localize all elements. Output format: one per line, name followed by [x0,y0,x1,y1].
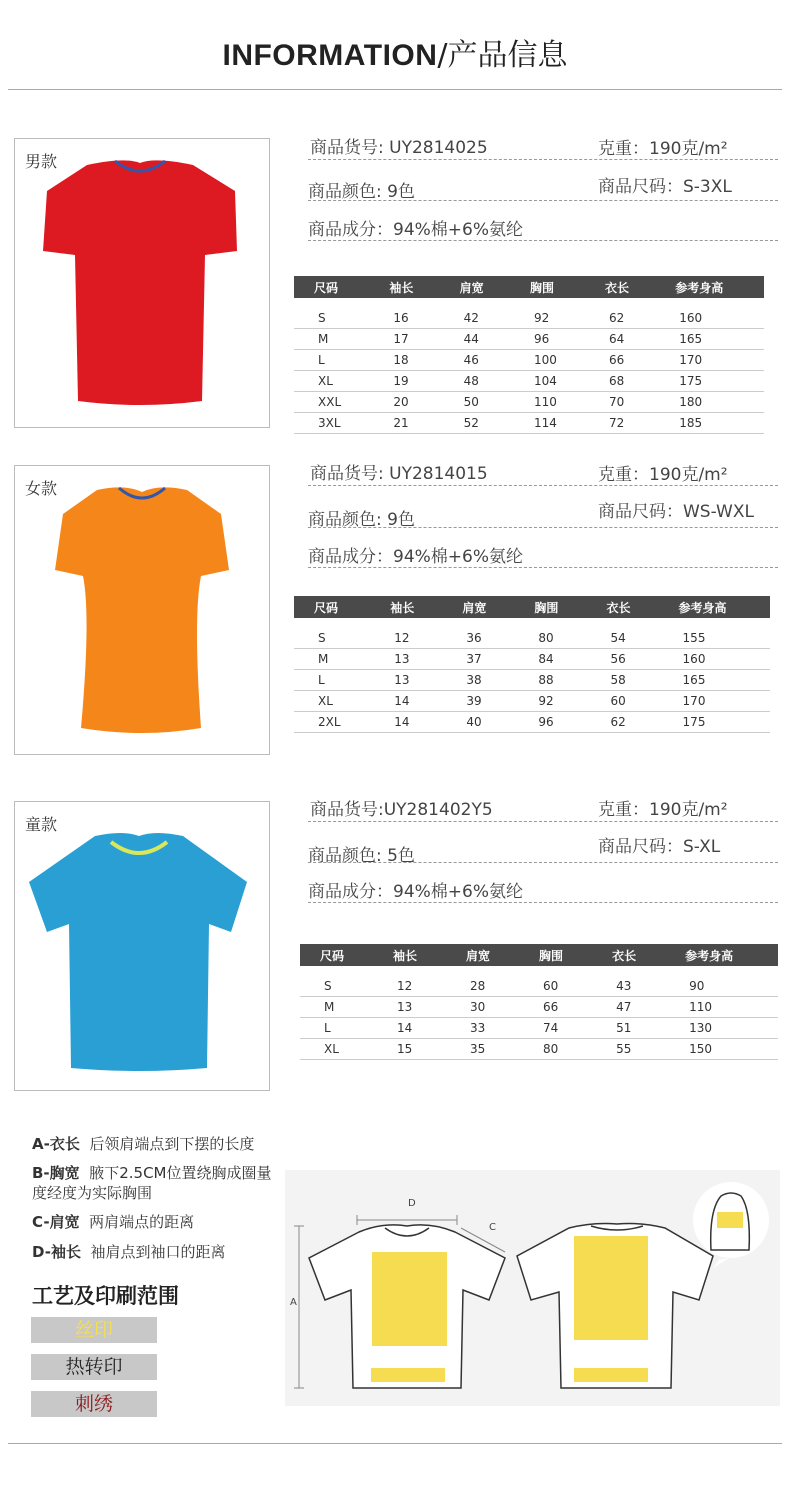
table-cell: 13 [370,649,442,670]
table-cell: 170 [655,350,764,371]
table-cell: 165 [655,329,764,350]
product-label-kids: 童款 [25,815,58,834]
table-cell: 19 [369,371,439,392]
tshirt-kids-icon [15,802,269,1090]
table-cell: 12 [373,976,446,997]
table-row [294,691,770,712]
table-header: 尺码 [294,596,370,618]
table-cell: XXL [294,392,369,413]
table-cell: M [294,649,370,670]
table-cell: 50 [440,392,510,413]
spec-divider [308,240,778,241]
table-row [294,413,764,434]
material: 商品成分：94%棉+6%氨纶 [308,547,523,567]
table-cell: 37 [442,649,514,670]
table-header: 衣长 [585,276,655,298]
table-cell: 92 [510,308,585,329]
svg-text:C: C [489,1222,496,1233]
table-cell: M [300,997,373,1018]
table-cell: 66 [519,997,592,1018]
spec-divider [308,527,778,528]
table-row [294,392,764,413]
craft-silkscreen: 丝印 [31,1317,157,1343]
table-cell: 18 [369,350,439,371]
size-range: 商品尺码：WS-WXL [598,502,754,522]
table-cell: 110 [665,997,778,1018]
table-cell: 170 [659,691,770,712]
table-header: 参考身高 [665,944,778,966]
tshirt-measure-icon [285,1170,780,1406]
table-cell: 2XL [294,712,370,733]
table-cell: 54 [586,628,658,649]
color-count: 商品颜色: 9色 [308,182,415,202]
table-row [294,350,764,371]
spec-divider [308,485,778,486]
table-cell: 62 [585,308,655,329]
table-cell: 60 [519,976,592,997]
table-cell: 47 [592,997,665,1018]
page-title [0,30,790,74]
definition-b: B-胸宽 腋下2.5CM位置绕胸成圈量度经度为实际胸围 [32,1164,272,1202]
title-cn: /产品信息 [437,38,568,73]
product-label-men: 男款 [25,152,58,171]
spec-divider [308,902,778,903]
table-cell: 90 [665,976,778,997]
table-cell: 33 [446,1018,519,1039]
table-cell: XL [294,691,370,712]
table-cell: 130 [665,1018,778,1039]
definition-d: D-袖长 袖肩点到袖口的距离 [32,1243,226,1261]
product-photo-kids [14,801,270,1091]
table-cell: 16 [369,308,439,329]
table-header-row [294,596,770,618]
table-header: 尺码 [294,276,369,298]
item-number: 商品货号:UY281402Y5 [310,800,493,820]
table-cell: 60 [586,691,658,712]
spec-divider [308,200,778,201]
table-cell: 3XL [294,413,369,434]
color-count: 商品颜色: 9色 [308,510,415,530]
table-cell: 51 [592,1018,665,1039]
table-cell: 72 [585,413,655,434]
table-cell: 21 [369,413,439,434]
table-cell: M [294,329,369,350]
table-cell: 55 [592,1039,665,1060]
table-cell: 155 [659,628,770,649]
footer-divider [8,1443,782,1444]
spec-divider [308,821,778,822]
size-table-men [294,276,764,434]
table-cell: 175 [659,712,770,733]
table-cell: 48 [440,371,510,392]
table-cell: 80 [514,628,586,649]
table-cell: 14 [373,1018,446,1039]
table-header-row [294,276,764,298]
spec-divider [308,159,778,160]
table-header: 胸围 [514,596,586,618]
table-cell: XL [300,1039,373,1060]
table-cell: 58 [586,670,658,691]
table-header: 衣长 [586,596,658,618]
size-table-women [294,596,770,733]
table-cell: 30 [446,997,519,1018]
size-range: 商品尺码：S-3XL [598,177,732,197]
table-cell: 160 [655,308,764,329]
table-cell: L [294,670,370,691]
table-cell: 56 [586,649,658,670]
table-cell: 20 [369,392,439,413]
table-cell: 70 [585,392,655,413]
table-cell: 40 [442,712,514,733]
definition-a: A-衣长 后领肩端点到下摆的长度 [32,1135,255,1153]
product-photo-men [14,138,270,428]
table-header: 袖长 [370,596,442,618]
table-cell: 62 [586,712,658,733]
material: 商品成分：94%棉+6%氨纶 [308,220,523,240]
table-row [294,628,770,649]
table-header: 胸围 [510,276,585,298]
size-table-kids [300,944,778,1060]
table-header: 参考身高 [659,596,770,618]
spec-divider [308,862,778,863]
table-header: 肩宽 [442,596,514,618]
craft-embroidery: 刺绣 [31,1391,157,1417]
table-cell: S [294,308,369,329]
color-count: 商品颜色: 5色 [308,846,415,866]
table-cell: 14 [370,712,442,733]
table-header: 肩宽 [440,276,510,298]
table-cell: S [294,628,370,649]
table-cell: 114 [510,413,585,434]
table-cell: 175 [655,371,764,392]
table-cell: L [294,350,369,371]
table-cell: 28 [446,976,519,997]
craft-heat-transfer: 热转印 [31,1354,157,1380]
weight: 克重：190克/m² [598,800,728,820]
svg-text:A: A [290,1297,297,1308]
table-row [294,670,770,691]
table-row [300,1039,778,1060]
tshirt-women-icon [15,466,269,754]
table-cell: 104 [510,371,585,392]
table-cell: 185 [655,413,764,434]
measurement-diagram [285,1170,780,1406]
table-cell: 96 [510,329,585,350]
table-cell: 96 [514,712,586,733]
table-cell: S [300,976,373,997]
table-header: 尺码 [300,944,373,966]
table-cell: 15 [373,1039,446,1060]
table-cell: 36 [442,628,514,649]
product-label-women: 女款 [25,479,58,498]
table-header: 衣长 [592,944,665,966]
table-row [294,308,764,329]
table-cell: 35 [446,1039,519,1060]
table-cell: 88 [514,670,586,691]
table-header: 参考身高 [655,276,764,298]
table-cell: 13 [370,670,442,691]
table-cell: 13 [373,997,446,1018]
table-cell: XL [294,371,369,392]
definition-c: C-肩宽 两肩端点的距离 [32,1213,195,1231]
material: 商品成分：94%棉+6%氨纶 [308,882,523,902]
table-cell: 38 [442,670,514,691]
table-cell: L [300,1018,373,1039]
product-photo-women [14,465,270,755]
table-cell: 42 [440,308,510,329]
table-cell: 46 [440,350,510,371]
table-cell: 110 [510,392,585,413]
table-cell: 160 [659,649,770,670]
table-cell: 12 [370,628,442,649]
table-row [300,976,778,997]
item-number: 商品货号: UY2814015 [310,464,488,484]
table-cell: 52 [440,413,510,434]
item-number: 商品货号: UY2814025 [310,138,488,158]
spec-divider [308,567,778,568]
table-cell: 68 [585,371,655,392]
svg-text:D: D [408,1198,416,1209]
table-cell: 66 [585,350,655,371]
table-cell: 43 [592,976,665,997]
table-row [300,997,778,1018]
header-divider [8,89,782,90]
table-cell: 84 [514,649,586,670]
table-cell: 44 [440,329,510,350]
table-row [294,712,770,733]
table-row [294,649,770,670]
size-range: 商品尺码：S-XL [598,837,721,857]
table-header: 袖长 [369,276,439,298]
table-cell: 17 [369,329,439,350]
table-cell: 39 [442,691,514,712]
craft-title: 工艺及印刷范围 [32,1284,179,1308]
table-cell: 165 [659,670,770,691]
table-cell: 14 [370,691,442,712]
table-header: 袖长 [373,944,446,966]
table-cell: 80 [519,1039,592,1060]
table-row [294,329,764,350]
tshirt-men-icon [15,139,269,427]
table-cell: 74 [519,1018,592,1039]
table-header-row [300,944,778,966]
table-header: 肩宽 [446,944,519,966]
table-cell: 180 [655,392,764,413]
table-row [294,371,764,392]
table-cell: 64 [585,329,655,350]
table-header: 胸围 [519,944,592,966]
weight: 克重：190克/m² [598,465,728,485]
table-row [300,1018,778,1039]
table-cell: 92 [514,691,586,712]
title-en: INFORMATION [222,39,438,72]
table-cell: 150 [665,1039,778,1060]
table-cell: 100 [510,350,585,371]
weight: 克重：190克/m² [598,139,728,159]
